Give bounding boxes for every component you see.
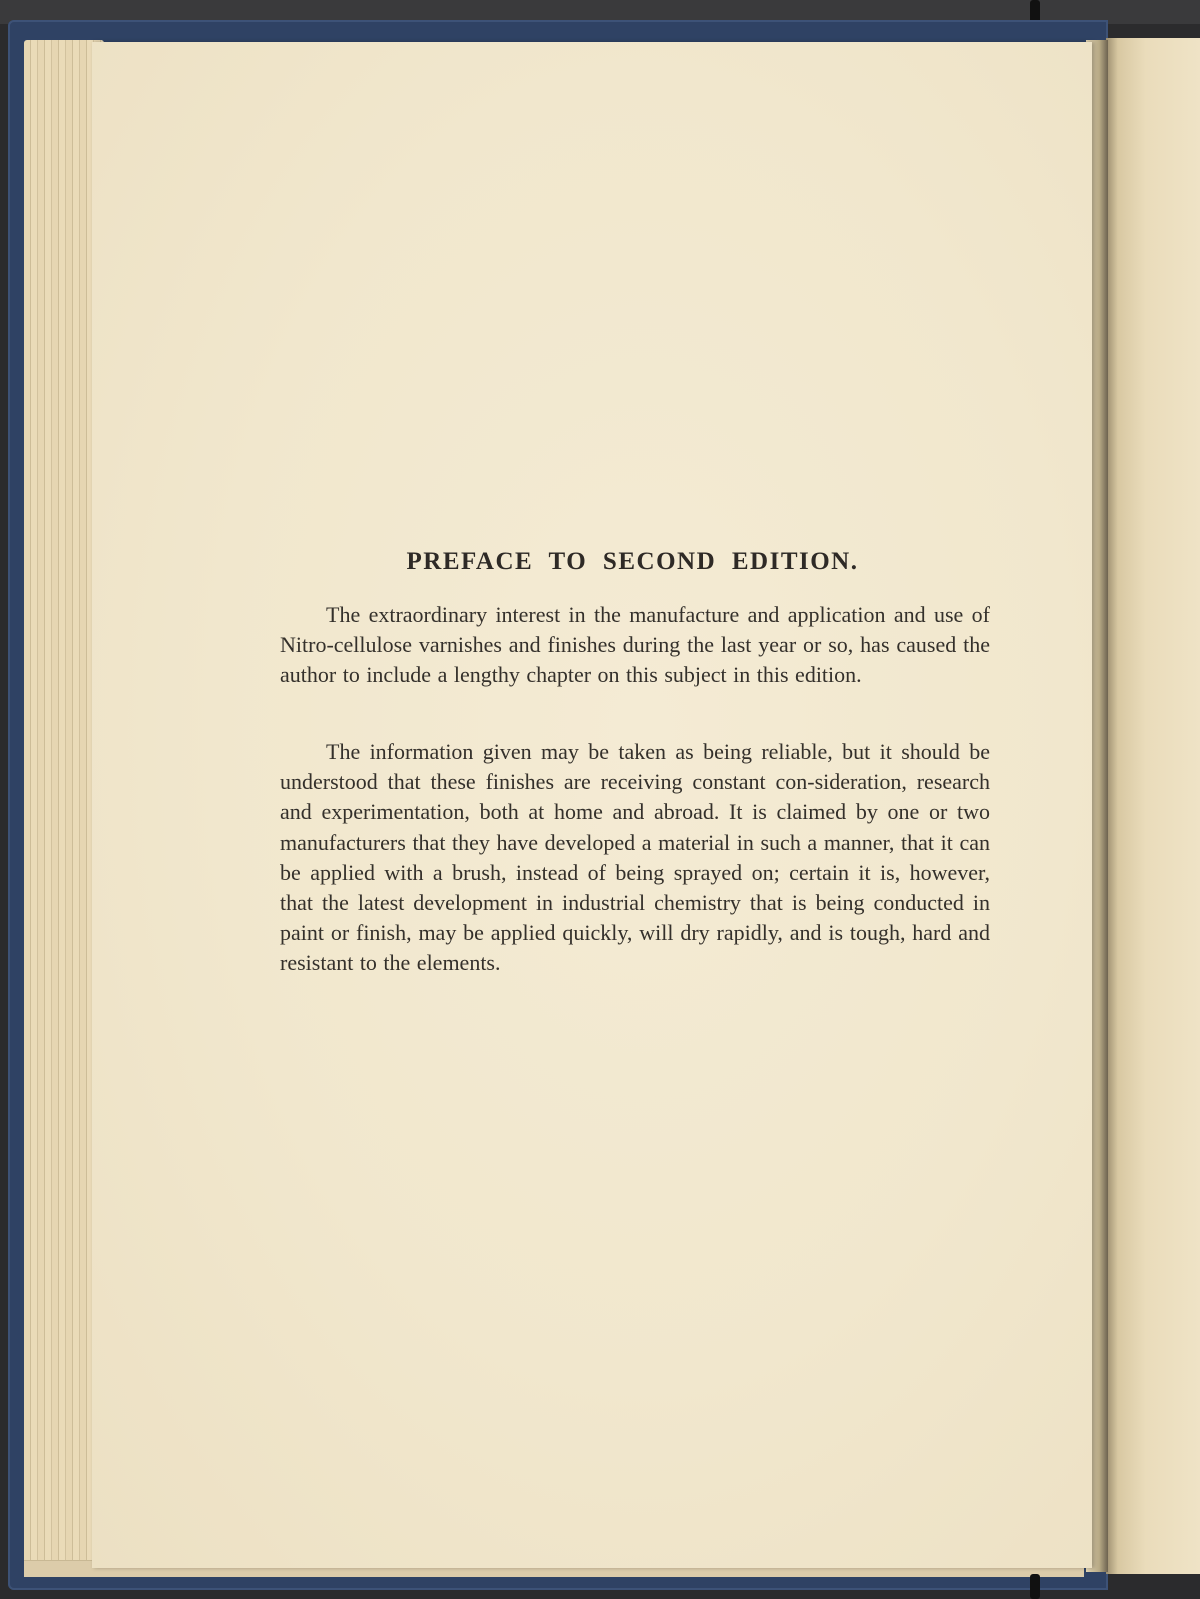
paragraph: The extraordinary interest in the manufacture and application and use of Nitro-cellulose varnishes and finishes during the last year or so, has caused the author to include a lengthy chapter on this subject in this edition. <box>280 602 990 688</box>
paragraph: The information given may be taken as being reliable, but it should be understood that these finishes are receiving constant con-sideration, research and experimentation, both at home and abroad. It is claimed by one or two manufacturers that they have developed a material in such a manner, that it can be applied with a brush, instead of being sprayed on; certain it is, however, that the latest development in industrial chemistry that is being conducted in paint or finish, may be applied quickly, will dry rapidly, and is tough, hard and resistant to the elements. <box>280 739 990 976</box>
page-title: PREFACE TO SECOND EDITION. <box>406 548 859 575</box>
facing-page <box>1106 38 1200 1574</box>
book-stand-rod <box>1030 1574 1040 1599</box>
